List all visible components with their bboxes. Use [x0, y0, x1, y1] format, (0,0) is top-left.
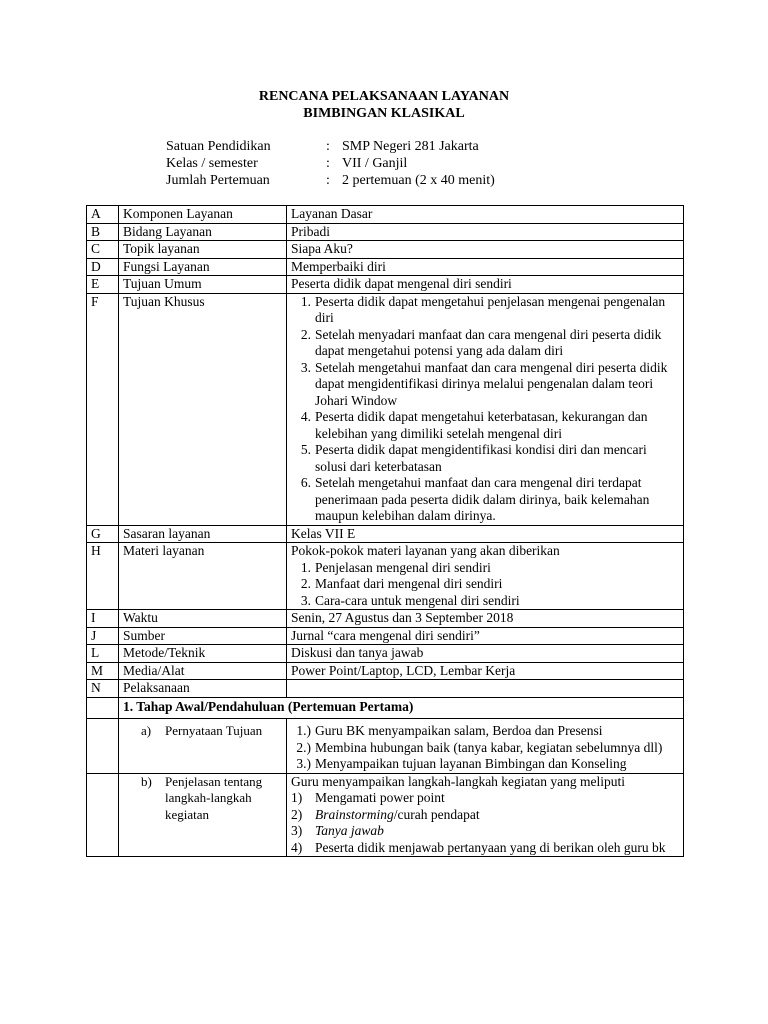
row-code: F — [87, 293, 119, 525]
row-value: Senin, 27 Agustus dan 3 September 2018 — [287, 610, 684, 628]
row-label: Tujuan Khusus — [119, 293, 287, 525]
info-label: Kelas / semester — [166, 156, 258, 171]
table-row-c — [87, 241, 684, 259]
info-row-class — [166, 155, 566, 172]
list-number: 5. — [300, 442, 311, 457]
list-number: 1. — [300, 293, 311, 309]
list-text: Tanya jawab — [315, 823, 384, 838]
row-label: Sumber — [119, 627, 287, 645]
list-item — [291, 360, 679, 410]
list-text: Peserta didik dapat mengetahui penjelasan mengenai pengenalan diri — [315, 293, 666, 325]
row-value: Peserta didik dapat mengenal diri sendiri — [287, 276, 684, 294]
list-number: 4) — [291, 839, 303, 855]
list-number: 3. — [300, 359, 311, 375]
row-label: Pelaksanaan — [119, 680, 287, 698]
row-value — [287, 773, 684, 857]
document-title-line2: BIMBINGAN KLASIKAL — [303, 106, 465, 121]
list-item — [291, 756, 679, 773]
list-number: 3. — [300, 592, 311, 608]
info-label: Jumlah Pertemuan — [166, 173, 270, 188]
table-row-g — [87, 525, 684, 543]
table-row-d — [87, 258, 684, 276]
info-label: Satuan Pendidikan — [166, 139, 271, 154]
row-code: I — [87, 610, 119, 628]
table-row-i — [87, 610, 684, 628]
table-row-f — [87, 293, 684, 525]
info-colon: : — [326, 156, 330, 171]
list-item — [291, 475, 679, 525]
empty-cell — [87, 697, 119, 719]
list-number: 2) — [291, 806, 303, 822]
list-text: Cara-cara untuk mengenal diri sendiri — [315, 592, 520, 608]
sub-item-label-cell — [119, 773, 287, 857]
list-item — [291, 409, 679, 442]
sub-item-letter: a) — [141, 723, 152, 738]
list-item — [291, 823, 679, 840]
row-label: Materi layanan — [119, 543, 287, 610]
sub-item-label-cell — [119, 719, 287, 774]
row-value: Power Point/Laptop, LCD, Lembar Kerja — [287, 662, 684, 680]
sub-item-text: Penjelasan tentang langkah-langkah kegiatan — [165, 773, 263, 822]
sub-item-label — [141, 723, 282, 740]
row-value: Pribadi — [287, 223, 684, 241]
empty-cell — [87, 773, 119, 857]
row-code: A — [87, 206, 119, 224]
goal-statement-list — [291, 723, 679, 773]
table-row-m — [87, 662, 684, 680]
table-row-b — [87, 223, 684, 241]
list-text: Penjelasan mengenal diri sendiri — [315, 559, 491, 575]
list-item — [291, 442, 679, 475]
list-item — [291, 807, 679, 824]
row-label: Komponen Layanan — [119, 206, 287, 224]
table-row-j — [87, 627, 684, 645]
row-value: Diskusi dan tanya jawab — [287, 645, 684, 663]
list-number: 3) — [291, 823, 303, 838]
row-label: Media/Alat — [119, 662, 287, 680]
row-label: Bidang Layanan — [119, 223, 287, 241]
table-row-e — [87, 276, 684, 294]
list-number: 1.) — [296, 723, 311, 738]
info-value: 2 pertemuan (2 x 40 menit) — [342, 173, 495, 188]
stage1-heading: 1. Tahap Awal/Pendahuluan (Pertemuan Pertama) — [119, 697, 684, 719]
list-number: 2.) — [296, 739, 311, 755]
info-block — [166, 138, 566, 189]
list-text — [315, 807, 679, 824]
list-number: 1. — [300, 559, 311, 575]
list-number: 2. — [300, 576, 311, 591]
stage1-row-b — [87, 773, 684, 857]
table-row-n — [87, 680, 684, 698]
list-text: Menyampaikan tujuan layanan Bimbingan dan Konseling — [315, 756, 627, 771]
row-value — [287, 719, 684, 774]
list-item — [291, 294, 679, 327]
list-text: Setelah mengetahui manfaat dan cara mengenal diri terdapat penerimaan pada peserta didik dalam dirinya, baik kelemahan maupun kelebihan dalam dirinya. — [315, 475, 650, 523]
list-text: Manfaat dari mengenal diri sendiri — [315, 576, 503, 591]
row-code: C — [87, 241, 119, 259]
list-text: Mengamati power point — [315, 790, 445, 805]
info-row-school — [166, 138, 566, 155]
materials-list — [291, 560, 679, 610]
row-code: L — [87, 645, 119, 663]
row-value: Kelas VII E — [287, 525, 684, 543]
list-item — [291, 593, 679, 610]
row-code: G — [87, 525, 119, 543]
list-item — [291, 560, 679, 577]
row-code: M — [87, 662, 119, 680]
info-row-meetings — [166, 172, 566, 189]
row-value — [287, 293, 684, 525]
list-item — [291, 740, 679, 757]
list-number: 3.) — [296, 756, 311, 771]
list-item — [291, 576, 679, 593]
row-code: J — [87, 627, 119, 645]
list-text: Setelah mengetahui manfaat dan cara mengenal diri peserta didik dapat mengidentifikasi dirinya melalui pengenalan dalam teori Johari Window — [315, 359, 668, 408]
info-colon: : — [326, 139, 330, 154]
list-text: Peserta didik menjawab pertanyaan yang di berikan oleh guru bk — [315, 839, 666, 855]
row-value — [287, 543, 684, 610]
row-value: Layanan Dasar — [287, 206, 684, 224]
table-row-l — [87, 645, 684, 663]
list-item — [291, 327, 679, 360]
row-value: Memperbaiki diri — [287, 258, 684, 276]
list-text: Peserta didik dapat mengidentifikasi kondisi diri dan mencari solusi dari keterbatasan — [315, 442, 647, 474]
list-item — [291, 790, 679, 807]
row-label: Metode/Teknik — [119, 645, 287, 663]
stage1-row-a — [87, 719, 684, 774]
row-value — [287, 680, 684, 698]
row-value: Jurnal “cara mengenal diri sendiri” — [287, 627, 684, 645]
list-item — [291, 723, 679, 740]
row-code: H — [87, 543, 119, 610]
info-value: SMP Negeri 281 Jakarta — [342, 139, 479, 154]
table-row-h — [87, 543, 684, 610]
info-colon: : — [326, 173, 330, 188]
list-number: 4. — [300, 409, 311, 424]
steps-intro: Guru menyampaikan langkah-langkah kegiatan yang meliputi — [291, 773, 626, 789]
document-title-line1: RENCANA PELAKSANAAN LAYANAN — [258, 89, 510, 104]
list-text: Setelah menyadari manfaat dan cara mengenal diri peserta didik dapat mengetahui potensi yang ada dalam diri — [315, 326, 662, 358]
plan-table — [86, 205, 684, 857]
list-item — [291, 840, 679, 857]
empty-cell — [87, 719, 119, 774]
sub-item-label — [141, 774, 282, 824]
sub-item-letter: b) — [141, 773, 152, 789]
row-label: Waktu — [119, 610, 287, 628]
list-text-italic: Brainstorming — [315, 806, 394, 822]
row-label: Topik layanan — [119, 241, 287, 259]
sub-item-text: Pernyataan Tujuan — [165, 723, 263, 738]
row-code: E — [87, 276, 119, 294]
list-text-rest: /curah pendapat — [393, 806, 480, 822]
row-code: N — [87, 680, 119, 698]
row-label: Fungsi Layanan — [119, 258, 287, 276]
row-label: Sasaran layanan — [119, 525, 287, 543]
list-text: Guru BK menyampaikan salam, Berdoa dan Presensi — [315, 723, 603, 738]
list-text: Peserta didik dapat mengetahui keterbatasan, kekurangan dan kelebihan yang dimiliki setelah mengenal diri — [315, 409, 648, 441]
list-number: 6. — [300, 475, 311, 490]
specific-goals-list — [291, 294, 679, 525]
row-label: Tujuan Umum — [119, 276, 287, 294]
row-value: Siapa Aku? — [287, 241, 684, 259]
row-code: B — [87, 223, 119, 241]
row-code: D — [87, 258, 119, 276]
steps-list — [291, 790, 679, 856]
info-value: VII / Ganjil — [342, 156, 408, 171]
list-text: Membina hubungan baik (tanya kabar, kegiatan sebelumnya dll) — [315, 739, 663, 755]
list-number: 1) — [291, 790, 303, 805]
stage1-heading-row — [87, 697, 684, 719]
table-row-a — [87, 206, 684, 224]
list-number: 2. — [300, 326, 311, 342]
materials-intro: Pokok-pokok materi layanan yang akan diberikan — [291, 543, 560, 558]
